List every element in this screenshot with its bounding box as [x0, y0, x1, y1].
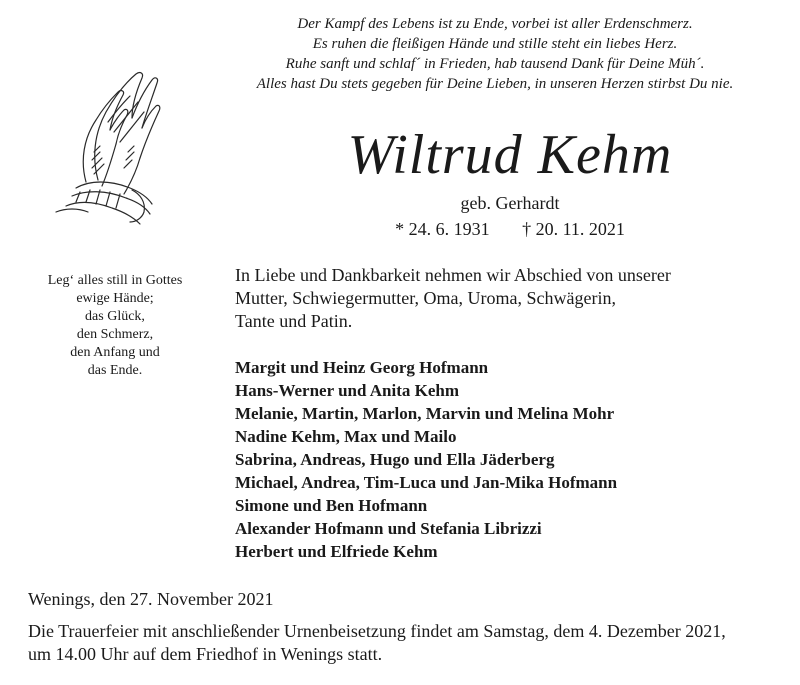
funeral-notice-line: Die Trauerfeier mit anschließender Urnenbeisetzung findet am Samstag, dem 4. Dezember 2021,: [28, 621, 726, 641]
mourner-entry: Alexander Hofmann und Stefania Librizzi: [235, 519, 542, 538]
mourner-entry: Hans-Werner und Anita Kehm: [235, 381, 460, 400]
mourner-entry: Sabrina, Andreas, Hugo und Ella Jäderberg: [235, 450, 555, 469]
birth-date: * 24. 6. 1931: [395, 219, 490, 239]
life-dates: [300, 218, 720, 240]
side-poem-line: das Ende.: [87, 363, 143, 378]
funeral-notice-line: um 14.00 Uhr auf dem Friedhof in Wenings statt.: [28, 644, 383, 664]
farewell-line: Mutter, Schwiegermutter, Oma, Uroma, Schwägerin,: [235, 288, 616, 308]
poem: [250, 14, 740, 94]
side-poem-line: das Glück,: [85, 309, 145, 324]
side-poem-line: den Anfang und: [70, 345, 160, 360]
mourners-list: [235, 356, 775, 563]
funeral-notice: [28, 620, 788, 666]
poem-line: Es ruhen die fleißigen Hände und stille steht ein liebes Herz.: [312, 36, 678, 52]
side-poem-line: ewige Hände;: [76, 291, 154, 306]
side-poem-line: Leg‘ alles still in Gottes: [47, 273, 183, 288]
poem-line: Ruhe sanft und schlaf´ in Frieden, hab tausend Dank für Deine Müh´.: [285, 56, 705, 72]
poem-line: Alles hast Du stets gegeben für Deine Lieben, in unseren Herzen stirbst Du nie.: [256, 76, 734, 92]
mourner-entry: Nadine Kehm, Max und Mailo: [235, 427, 457, 446]
mourner-entry: Michael, Andrea, Tim-Luca und Jan-Mika Hofmann: [235, 473, 618, 492]
birth-name: geb. Gerhardt: [460, 193, 560, 213]
side-poem-line: den Schmerz,: [76, 327, 154, 342]
farewell-text: [235, 264, 775, 333]
farewell-line: In Liebe und Dankbarkeit nehmen wir Abschied von unserer: [235, 265, 671, 285]
mourner-entry: Herbert und Elfriede Kehm: [235, 542, 438, 561]
side-poem: [30, 272, 200, 380]
deceased-name: Wiltrud Kehm: [347, 124, 673, 186]
praying-hands-icon: [36, 62, 166, 232]
poem-line: Der Kampf des Lebens ist zu Ende, vorbei ist aller Erdenschmerz.: [297, 16, 693, 32]
mourner-entry: Margit und Heinz Georg Hofmann: [235, 358, 489, 377]
death-date: † 20. 11. 2021: [522, 219, 625, 239]
mourner-entry: Simone und Ben Hofmann: [235, 496, 428, 515]
farewell-line: Tante und Patin.: [235, 311, 353, 331]
mourner-entry: Melanie, Martin, Marlon, Marvin und Melina Mohr: [235, 404, 615, 423]
place-date: Wenings, den 27. November 2021: [28, 589, 274, 609]
